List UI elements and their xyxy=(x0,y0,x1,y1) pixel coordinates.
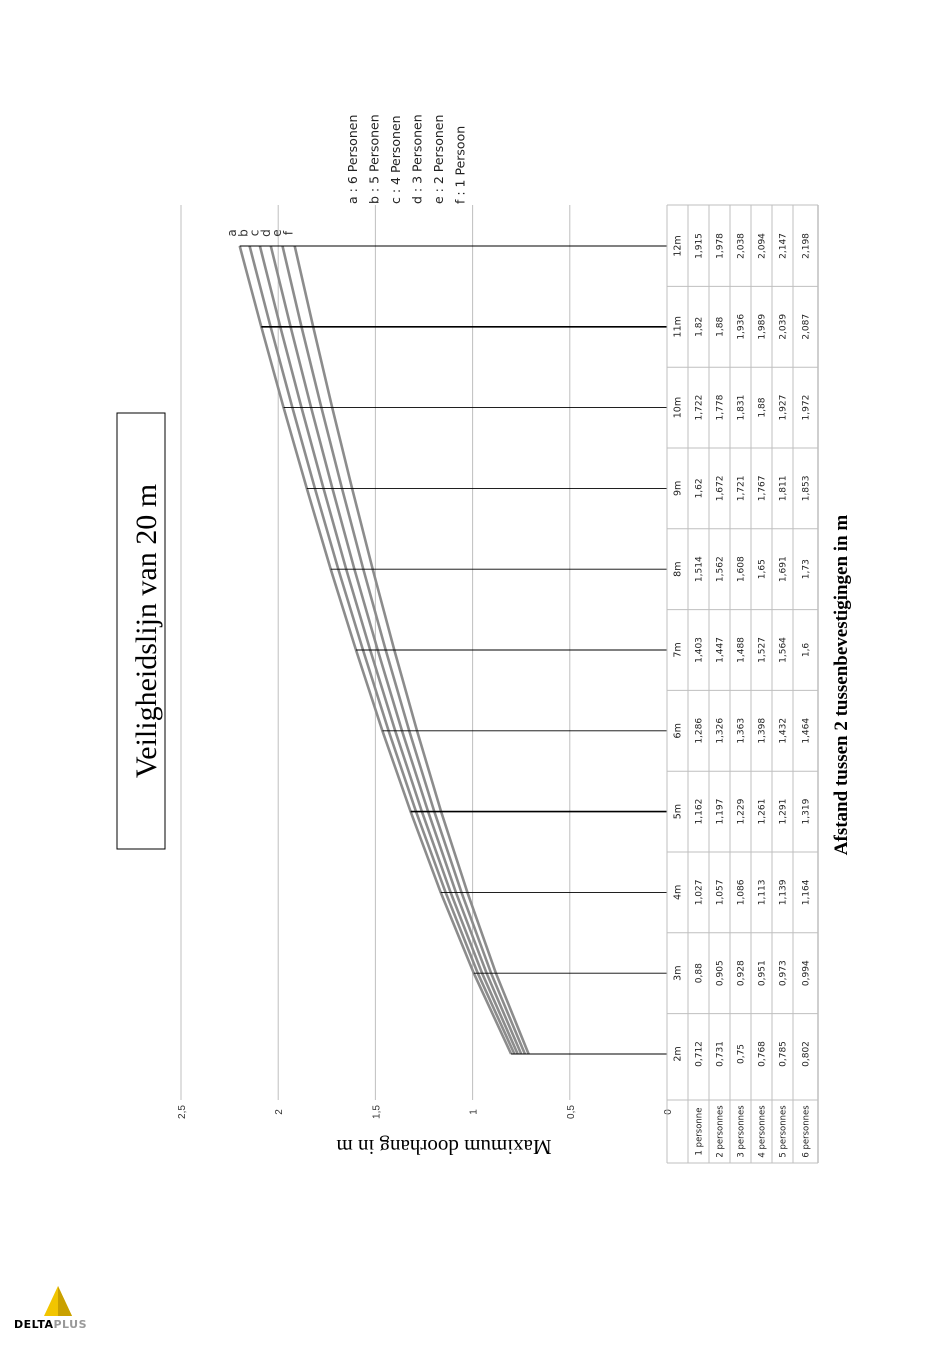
deltaplus-logo xyxy=(14,1284,114,1334)
table-cell: 1,831 xyxy=(736,394,747,421)
legend-entry: f : 1 Persoon xyxy=(452,125,468,204)
table-header-cell: 3m xyxy=(672,965,684,981)
curve-letter: c xyxy=(247,229,262,237)
table-cell: 1,162 xyxy=(694,798,705,825)
legend-entry: b : 5 Personen xyxy=(366,114,382,204)
table-cell: 1,722 xyxy=(694,394,705,421)
brand-name-part2: PLUS xyxy=(53,1318,88,1331)
y-tick-label: 0 xyxy=(663,1109,674,1115)
table-cell: 1,672 xyxy=(715,475,726,502)
table-cell: 2,147 xyxy=(778,233,789,259)
table-header-cell: 7m xyxy=(672,642,684,658)
table-cell: 2,038 xyxy=(736,233,747,259)
table-cell: 1,608 xyxy=(736,556,747,583)
curve-letter: a xyxy=(225,229,239,237)
table-cell: 0,785 xyxy=(778,1041,789,1067)
curve-letter: f xyxy=(281,230,296,236)
table-cell: 1,853 xyxy=(801,475,812,502)
table-cell: 1,139 xyxy=(778,879,789,906)
curve-letter: b xyxy=(236,229,251,237)
brand-name-part1: DELTA xyxy=(14,1318,54,1331)
legend-entry: c : 4 Personen xyxy=(388,115,403,204)
table-cell: 1,432 xyxy=(778,717,789,744)
x-axis-title: Afstand tussen 2 tussenbevestigingen in m xyxy=(831,514,852,856)
table-cell: 1,229 xyxy=(736,798,747,825)
table-row-label: 6 personnes xyxy=(801,1105,812,1158)
table-cell: 1,82 xyxy=(694,316,705,337)
y-axis-title: Maximum doorhang in m xyxy=(336,1135,552,1159)
table-row-label: 4 personnes xyxy=(757,1105,768,1158)
table-cell: 1,978 xyxy=(715,233,726,259)
table-cell: 0,88 xyxy=(694,963,705,984)
table-cell: 0,731 xyxy=(715,1041,726,1067)
table-cell: 1,291 xyxy=(778,798,789,825)
table-cell: 1,562 xyxy=(715,556,726,583)
curve-letter: d xyxy=(258,229,273,237)
table-header-cell: 12m xyxy=(672,235,684,257)
table-cell: 0,928 xyxy=(736,960,747,987)
table-cell: 0,905 xyxy=(715,960,726,987)
table-cell: 1,65 xyxy=(757,559,768,580)
table-cell: 1,286 xyxy=(694,717,705,744)
table-cell: 0,994 xyxy=(801,960,812,987)
table-row-label: 3 personnes xyxy=(736,1105,747,1158)
table-cell: 0,973 xyxy=(778,960,789,987)
table-cell: 2,198 xyxy=(801,233,812,259)
table-cell: 1,527 xyxy=(757,637,768,663)
table-cell: 1,564 xyxy=(778,637,789,663)
y-tick-label: 2,5 xyxy=(177,1105,188,1119)
table-cell: 1,488 xyxy=(736,637,747,663)
y-tick-label: 1 xyxy=(468,1109,480,1115)
table-cell: 1,197 xyxy=(715,798,726,825)
table-cell: 1,767 xyxy=(757,475,768,502)
table-cell: 2,087 xyxy=(801,313,812,340)
table-header-cell: 6m xyxy=(672,723,684,739)
table-cell: 1,447 xyxy=(715,637,726,663)
table-cell: 1,403 xyxy=(694,637,705,663)
table-cell: 1,113 xyxy=(757,879,768,906)
table-cell: 1,778 xyxy=(715,394,726,421)
table-cell: 2,094 xyxy=(757,233,768,259)
table-header-cell: 4m xyxy=(672,884,684,901)
table-cell: 1,6 xyxy=(801,642,812,658)
table-cell: 1,164 xyxy=(801,879,812,906)
table-cell: 1,086 xyxy=(736,879,747,906)
table-header-cell: 5m xyxy=(672,803,684,820)
y-tick-label: 1,5 xyxy=(371,1105,383,1119)
table-cell: 1,62 xyxy=(694,478,705,499)
table-header-cell: 2m xyxy=(672,1046,684,1062)
table-cell: 1,363 xyxy=(736,717,747,744)
table-cell: 1,989 xyxy=(757,313,768,340)
table-cell: 1,927 xyxy=(778,394,789,421)
table-cell: 1,936 xyxy=(736,313,747,340)
table-cell: 2,039 xyxy=(778,313,789,340)
table-cell: 0,951 xyxy=(757,960,768,987)
table-cell: 1,691 xyxy=(778,556,789,583)
brand-name xyxy=(14,1318,114,1331)
table-cell: 1,915 xyxy=(694,233,705,259)
table-cell: 1,326 xyxy=(715,717,726,744)
table-cell: 1,261 xyxy=(757,798,768,825)
table-cell: 1,811 xyxy=(778,475,789,502)
logo-triangle-icon xyxy=(14,1284,114,1318)
table-row-label: 2 personnes xyxy=(715,1105,726,1158)
table-cell: 1,721 xyxy=(736,475,747,502)
curve-letter: e xyxy=(270,229,285,237)
table-cell: 1,88 xyxy=(757,397,768,418)
table-cell: 1,73 xyxy=(801,559,812,580)
table-cell: 0,712 xyxy=(694,1041,705,1067)
chart-title: Veiligheidslijn van 20 m xyxy=(130,483,163,779)
table-cell: 1,88 xyxy=(715,316,726,337)
table-header-cell: 8m xyxy=(672,561,684,577)
table-cell: 0,75 xyxy=(736,1043,747,1065)
table-cell: 0,802 xyxy=(801,1041,812,1067)
table-cell: 1,027 xyxy=(694,879,705,906)
table-cell: 1,057 xyxy=(715,879,726,906)
legend-entry: e : 2 Personen xyxy=(431,114,446,204)
table-cell: 1,514 xyxy=(694,556,705,583)
table-header-cell: 9m xyxy=(672,480,684,497)
y-tick-label: 2 xyxy=(274,1109,286,1115)
table-cell: 1,319 xyxy=(801,798,812,825)
legend-entry: a : 6 Personen xyxy=(345,114,360,204)
y-tick-label: 0,5 xyxy=(565,1105,577,1119)
table-cell: 1,464 xyxy=(801,717,812,744)
table-cell: 1,398 xyxy=(757,717,768,744)
table-row-label: 1 personne xyxy=(694,1107,705,1156)
legend-entry: d : 3 Personen xyxy=(409,114,425,204)
table-cell: 1,972 xyxy=(801,394,812,421)
table-header-cell: 11m xyxy=(672,316,684,338)
table-row-label: 5 personnes xyxy=(778,1105,789,1158)
table-header-cell: 10m xyxy=(672,396,684,419)
table-cell: 0,768 xyxy=(757,1041,768,1067)
